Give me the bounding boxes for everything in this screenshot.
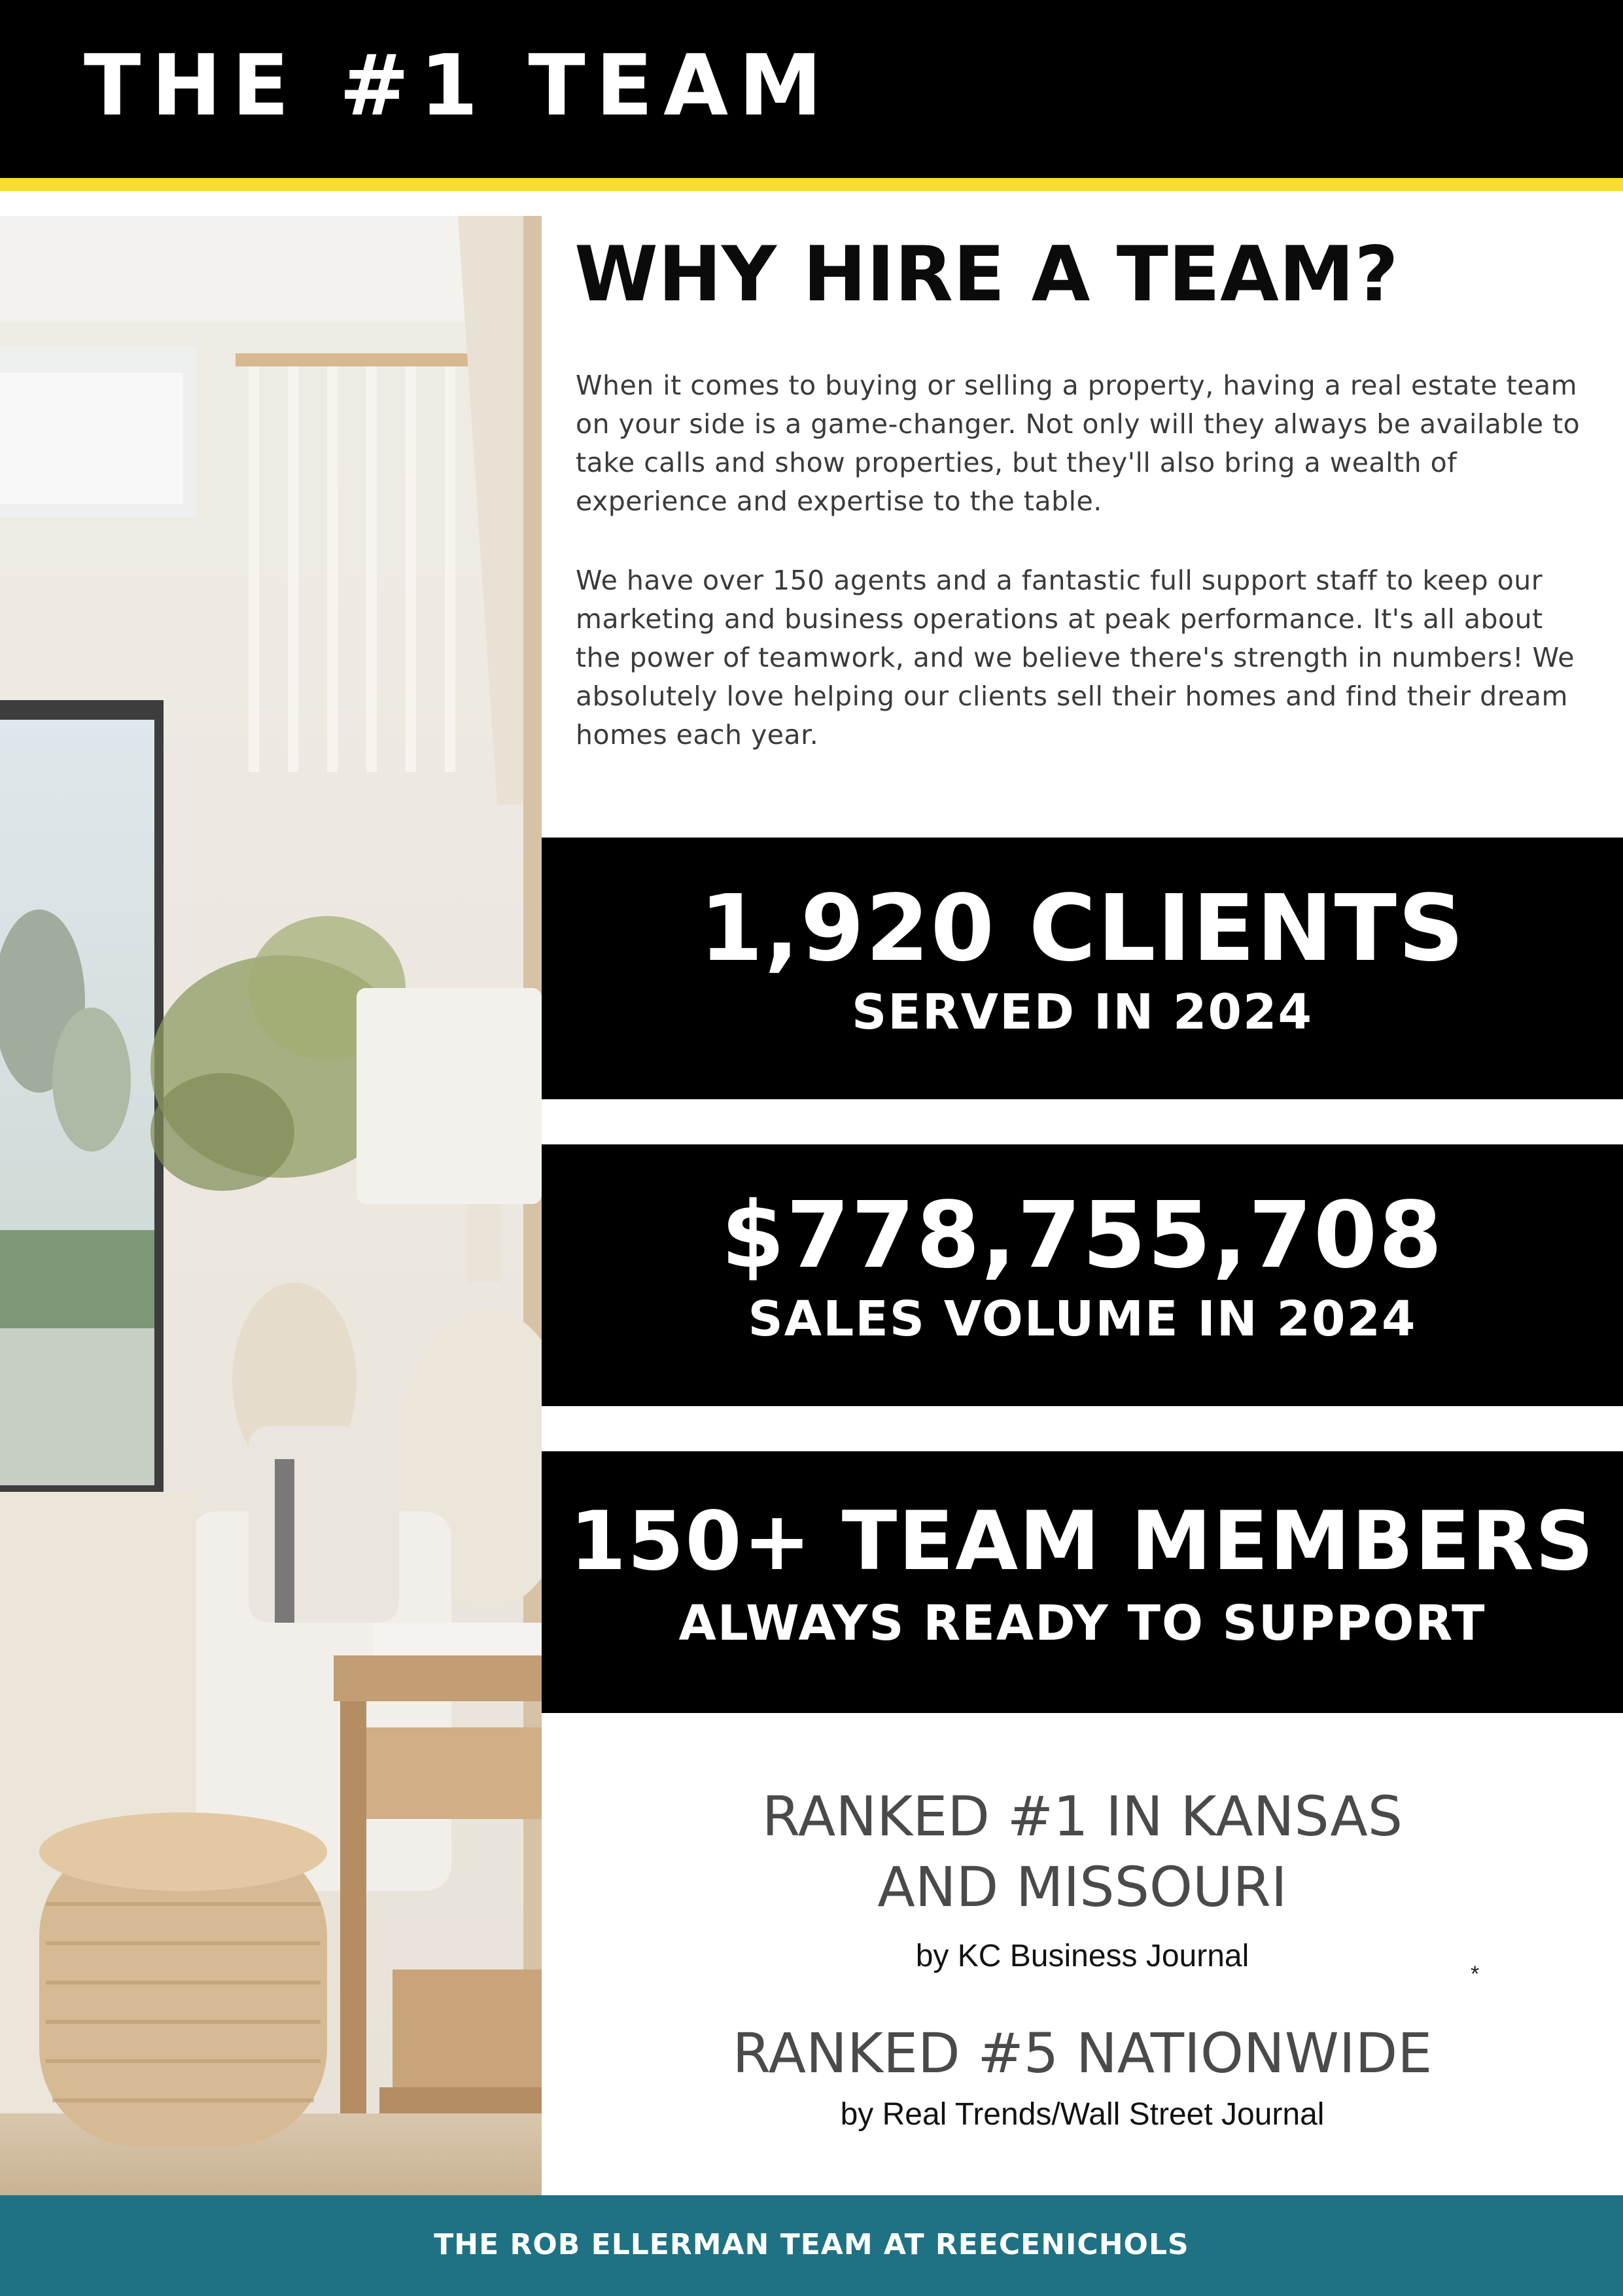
accent-stripe bbox=[0, 178, 1623, 191]
intro-paragraph: When it comes to buying or selling a property, having a real estate team on your side is a game-changer. Not only will they always be available to take calls and show properties, but they'll also bring a wealth of experience and expertise to the table. bbox=[576, 370, 1580, 517]
section-heading: WHY HIRE A TEAM? bbox=[574, 230, 1399, 319]
stat-box-clients bbox=[542, 838, 1623, 1099]
ranking-nationwide bbox=[542, 2018, 1623, 2089]
footer-bar bbox=[0, 2195, 1623, 2296]
header-bar bbox=[0, 0, 1623, 178]
stat-box-sales-volume bbox=[542, 1144, 1623, 1406]
header-title: THE #1 TEAM bbox=[84, 37, 833, 135]
stat-value: 150+ TEAM MEMBERS bbox=[569, 1494, 1596, 1589]
ranking-source: by Real Trends/Wall Street Journal bbox=[840, 2097, 1325, 2132]
stat-caption: ALWAYS READY TO SUPPORT bbox=[678, 1595, 1486, 1651]
stat-box-team-members bbox=[542, 1451, 1623, 1713]
stat-caption: SERVED IN 2024 bbox=[851, 984, 1314, 1040]
ranking-kansas-missouri bbox=[542, 1781, 1623, 1922]
ranking-line: AND MISSOURI bbox=[877, 1855, 1287, 1919]
footer-text: THE ROB ELLERMAN TEAM AT REECENICHOLS bbox=[434, 2228, 1189, 2261]
interior-photo bbox=[0, 216, 542, 2195]
stat-value: $778,755,708 bbox=[721, 1182, 1444, 1289]
footnote-mark: * bbox=[1471, 1962, 1480, 1987]
stat-caption: SALES VOLUME IN 2024 bbox=[748, 1291, 1417, 1347]
ranking-source: by KC Business Journal bbox=[915, 1939, 1249, 1973]
stat-value: 1,920 CLIENTS bbox=[699, 875, 1465, 982]
intro-paragraph: We have over 150 agents and a fantastic full support staff to keep our marketing and business operations at peak performance. It's all about the power of teamwork, and we believe there's strength in numbers! We absolutely love helping our clients sell their homes and find their dream homes each year. bbox=[576, 565, 1575, 751]
ranking-line: RANKED #5 NATIONWIDE bbox=[732, 2021, 1433, 2085]
ranking-line: RANKED #1 IN KANSAS bbox=[761, 1784, 1403, 1848]
